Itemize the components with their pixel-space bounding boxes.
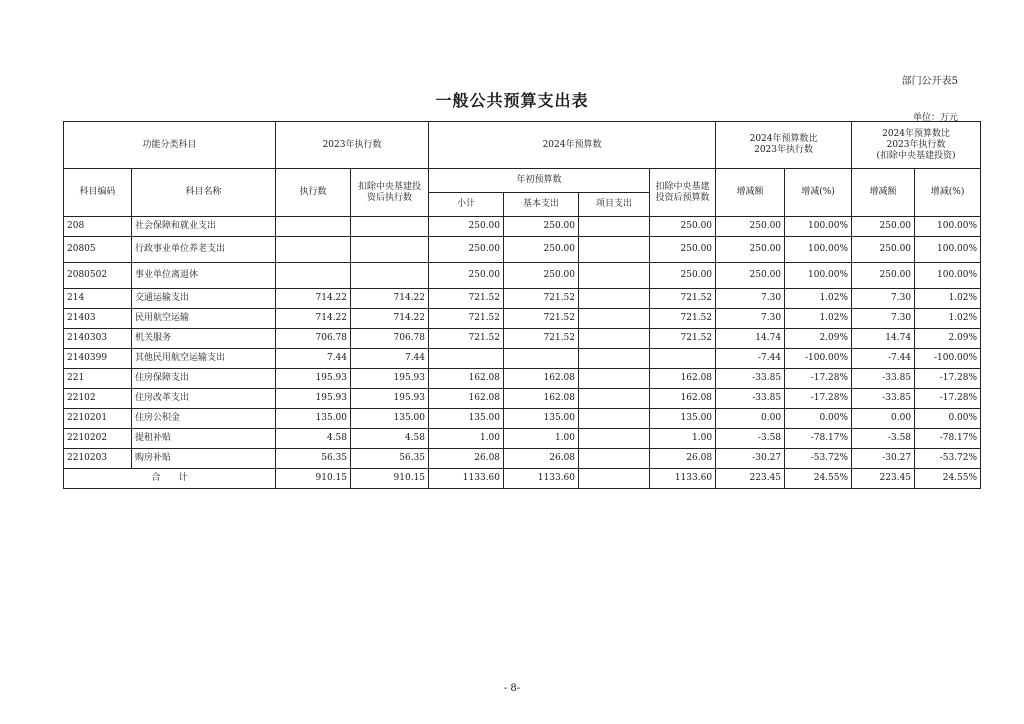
- header-code: 科目编码: [64, 169, 132, 217]
- cell-increase-amount-excl: 223.45: [852, 469, 915, 489]
- cell-increase-amount: 223.45: [716, 469, 785, 489]
- cell-increase-amount: -7.44: [716, 349, 785, 369]
- cell-increase-amount-excl: -33.85: [852, 369, 915, 389]
- cell-exec: 706.78: [276, 329, 351, 349]
- cell-exec: 714.22: [276, 309, 351, 329]
- cell-increase-amount-excl: 14.74: [852, 329, 915, 349]
- cell-subtotal: 162.08: [429, 389, 504, 409]
- cell-code: 2140303: [64, 329, 132, 349]
- total-row: [64, 469, 981, 489]
- cell-exec-excl: 7.44: [351, 349, 429, 369]
- cell-increase-amount-excl: -7.44: [852, 349, 915, 369]
- cell-exec: 195.93: [276, 389, 351, 409]
- cell-exec-excl: 714.22: [351, 289, 429, 309]
- cell-increase-percent-excl: 100.00%: [915, 217, 981, 237]
- cell-increase-percent-excl: 100.00%: [915, 237, 981, 263]
- cell-increase-amount: 250.00: [716, 217, 785, 237]
- table-row: [64, 263, 981, 289]
- cell-basic: 1.00: [504, 429, 579, 449]
- cell-increase-amount: -30.27: [716, 449, 785, 469]
- cell-budget-excl: 250.00: [650, 263, 716, 289]
- cell-increase-amount: 7.30: [716, 309, 785, 329]
- cell-basic: 721.52: [504, 329, 579, 349]
- cell-project: [579, 349, 650, 369]
- cell-increase-amount: 250.00: [716, 263, 785, 289]
- cell-budget-excl: 1133.60: [650, 469, 716, 489]
- cell-project: [579, 389, 650, 409]
- cell-basic: 1133.60: [504, 469, 579, 489]
- cell-exec-excl: 4.58: [351, 429, 429, 449]
- cell-project: [579, 409, 650, 429]
- cell-code: 2080502: [64, 263, 132, 289]
- cell-name: 提租补贴: [132, 429, 276, 449]
- cell-subtotal: 721.52: [429, 329, 504, 349]
- header-budget-excl: 扣除中央基建投资后预算数: [650, 169, 716, 217]
- cell-increase-percent-excl: -100.00%: [915, 349, 981, 369]
- cell-increase-amount-excl: 7.30: [852, 289, 915, 309]
- cell-increase-percent: 100.00%: [785, 217, 852, 237]
- cell-increase-percent: 1.02%: [785, 289, 852, 309]
- cell-increase-percent: -78.17%: [785, 429, 852, 449]
- header-compare-exec: 2024年预算数比 2023年执行数: [716, 122, 852, 169]
- header-project: 项目支出: [579, 193, 650, 217]
- cell-increase-percent-excl: -78.17%: [915, 429, 981, 449]
- cell-exec-excl: 135.00: [351, 409, 429, 429]
- cell-subtotal: 26.08: [429, 449, 504, 469]
- cell-increase-amount: -33.85: [716, 369, 785, 389]
- cell-exec-excl: 195.93: [351, 389, 429, 409]
- header-basic: 基本支出: [504, 193, 579, 217]
- cell-increase-amount: 0.00: [716, 409, 785, 429]
- cell-name: 交通运输支出: [132, 289, 276, 309]
- cell-budget-excl: 721.52: [650, 309, 716, 329]
- cell-code: 2210203: [64, 449, 132, 469]
- cell-increase-percent-excl: 1.02%: [915, 309, 981, 329]
- cell-subtotal: 162.08: [429, 369, 504, 389]
- cell-increase-percent-excl: 0.00%: [915, 409, 981, 429]
- header-exec-2023: 2023年执行数: [276, 122, 429, 169]
- table-row: [64, 289, 981, 309]
- cell-increase-percent-excl: -17.28%: [915, 389, 981, 409]
- cell-name: 其他民用航空运输支出: [132, 349, 276, 369]
- cell-basic: 162.08: [504, 389, 579, 409]
- header-increase-percent: 增减(%): [785, 169, 852, 217]
- cell-basic: 162.08: [504, 369, 579, 389]
- table-row: [64, 429, 981, 449]
- cell-code: 208: [64, 217, 132, 237]
- total-label: 合 计: [64, 469, 276, 489]
- cell-subtotal: 721.52: [429, 309, 504, 329]
- cell-exec: 7.44: [276, 349, 351, 369]
- cell-exec-excl: [351, 217, 429, 237]
- cell-project: [579, 217, 650, 237]
- cell-exec-excl: 910.15: [351, 469, 429, 489]
- cell-project: [579, 263, 650, 289]
- cell-budget-excl: 721.52: [650, 289, 716, 309]
- cell-project: [579, 369, 650, 389]
- cell-project: [579, 329, 650, 349]
- cell-increase-percent: -17.28%: [785, 389, 852, 409]
- cell-budget-excl: 135.00: [650, 409, 716, 429]
- cell-budget-excl: [650, 349, 716, 369]
- cell-increase-amount-excl: 0.00: [852, 409, 915, 429]
- cell-exec: 910.15: [276, 469, 351, 489]
- cell-increase-amount-excl: 250.00: [852, 217, 915, 237]
- cell-increase-amount-excl: -33.85: [852, 389, 915, 409]
- cell-exec: 714.22: [276, 289, 351, 309]
- cell-basic: 250.00: [504, 217, 579, 237]
- cell-exec-excl: 195.93: [351, 369, 429, 389]
- cell-increase-percent: -53.72%: [785, 449, 852, 469]
- header-increase-amount-excl: 增减额: [852, 169, 915, 217]
- table-row: [64, 237, 981, 263]
- header-initial-budget: 年初预算数: [429, 169, 650, 193]
- cell-increase-amount-excl: 250.00: [852, 237, 915, 263]
- cell-budget-excl: 250.00: [650, 237, 716, 263]
- cell-increase-amount: 250.00: [716, 237, 785, 263]
- cell-basic: 250.00: [504, 263, 579, 289]
- cell-increase-percent-excl: 1.02%: [915, 289, 981, 309]
- cell-project: [579, 429, 650, 449]
- cell-budget-excl: 26.08: [650, 449, 716, 469]
- header-budget-2024: 2024年预算数: [429, 122, 716, 169]
- cell-code: 21403: [64, 309, 132, 329]
- cell-subtotal: 721.52: [429, 289, 504, 309]
- header-exec: 执行数: [276, 169, 351, 217]
- cell-project: [579, 237, 650, 263]
- cell-exec-excl: 56.35: [351, 449, 429, 469]
- cell-project: [579, 289, 650, 309]
- cell-exec: 4.58: [276, 429, 351, 449]
- cell-exec: 195.93: [276, 369, 351, 389]
- cell-increase-percent-excl: -17.28%: [915, 369, 981, 389]
- cell-basic: 250.00: [504, 237, 579, 263]
- cell-subtotal: 250.00: [429, 217, 504, 237]
- cell-budget-excl: 162.08: [650, 389, 716, 409]
- table-row: [64, 217, 981, 237]
- header-increase-amount: 增减额: [716, 169, 785, 217]
- table-row: [64, 329, 981, 349]
- cell-basic: 135.00: [504, 409, 579, 429]
- table-row: [64, 309, 981, 329]
- cell-project: [579, 449, 650, 469]
- table-row: [64, 369, 981, 389]
- unit-label: 单位：万元: [912, 113, 958, 123]
- cell-increase-amount: 7.30: [716, 289, 785, 309]
- budget-table: [63, 121, 981, 489]
- cell-name: 购房补贴: [132, 449, 276, 469]
- cell-increase-amount: -3.58: [716, 429, 785, 449]
- table-row: [64, 349, 981, 369]
- cell-increase-percent-excl: 24.55%: [915, 469, 981, 489]
- cell-increase-percent: -17.28%: [785, 369, 852, 389]
- cell-subtotal: 1.00: [429, 429, 504, 449]
- cell-name: 住房改革支出: [132, 389, 276, 409]
- cell-subtotal: 1133.60: [429, 469, 504, 489]
- cell-code: 20805: [64, 237, 132, 263]
- cell-increase-percent-excl: -53.72%: [915, 449, 981, 469]
- cell-name: 事业单位离退休: [132, 263, 276, 289]
- cell-subtotal: 250.00: [429, 263, 504, 289]
- header-compare-excl: 2024年预算数比 2023年执行数 (扣除中央基建投资): [852, 122, 981, 169]
- cell-increase-amount: -33.85: [716, 389, 785, 409]
- cell-basic: 721.52: [504, 309, 579, 329]
- cell-exec-excl: [351, 263, 429, 289]
- cell-increase-percent: -100.00%: [785, 349, 852, 369]
- cell-name: 住房公积金: [132, 409, 276, 429]
- header-category: 功能分类科目: [64, 122, 276, 169]
- cell-basic: 26.08: [504, 449, 579, 469]
- cell-increase-percent: 2.09%: [785, 329, 852, 349]
- cell-exec: [276, 217, 351, 237]
- cell-increase-amount-excl: -3.58: [852, 429, 915, 449]
- cell-basic: [504, 349, 579, 369]
- page-number: - 8-: [503, 683, 521, 694]
- cell-name: 民用航空运输: [132, 309, 276, 329]
- cell-name: 机关服务: [132, 329, 276, 349]
- cell-code: 2210202: [64, 429, 132, 449]
- cell-budget-excl: 721.52: [650, 329, 716, 349]
- cell-code: 214: [64, 289, 132, 309]
- table-row: [64, 449, 981, 469]
- cell-budget-excl: 250.00: [650, 217, 716, 237]
- cell-increase-percent: 100.00%: [785, 237, 852, 263]
- cell-budget-excl: 1.00: [650, 429, 716, 449]
- cell-project: [579, 469, 650, 489]
- cell-exec: [276, 263, 351, 289]
- table-row: [64, 389, 981, 409]
- cell-exec-excl: [351, 237, 429, 263]
- cell-increase-percent: 24.55%: [785, 469, 852, 489]
- cell-subtotal: [429, 349, 504, 369]
- header-exec-excl: 扣除中央基建投资后执行数: [351, 169, 429, 217]
- cell-increase-percent: 100.00%: [785, 263, 852, 289]
- cell-budget-excl: 162.08: [650, 369, 716, 389]
- cell-code: 22102: [64, 389, 132, 409]
- cell-exec: [276, 237, 351, 263]
- header-increase-percent-excl: 增减(%): [915, 169, 981, 217]
- cell-exec: 135.00: [276, 409, 351, 429]
- cell-code: 2210201: [64, 409, 132, 429]
- cell-increase-percent-excl: 2.09%: [915, 329, 981, 349]
- cell-increase-amount-excl: 250.00: [852, 263, 915, 289]
- cell-exec-excl: 706.78: [351, 329, 429, 349]
- cell-basic: 721.52: [504, 289, 579, 309]
- cell-exec-excl: 714.22: [351, 309, 429, 329]
- cell-increase-percent-excl: 100.00%: [915, 263, 981, 289]
- sheet-label: 部门公开表5: [901, 76, 958, 87]
- header-subtotal: 小计: [429, 193, 504, 217]
- cell-code: 2140399: [64, 349, 132, 369]
- cell-name: 住房保障支出: [132, 369, 276, 389]
- cell-subtotal: 135.00: [429, 409, 504, 429]
- cell-subtotal: 250.00: [429, 237, 504, 263]
- cell-name: 行政事业单位养老支出: [132, 237, 276, 263]
- cell-increase-percent: 1.02%: [785, 309, 852, 329]
- cell-increase-amount-excl: -30.27: [852, 449, 915, 469]
- cell-code: 221: [64, 369, 132, 389]
- cell-increase-percent: 0.00%: [785, 409, 852, 429]
- page-title: 一般公共预算支出表: [435, 91, 589, 110]
- cell-project: [579, 309, 650, 329]
- header-name: 科目名称: [132, 169, 276, 217]
- table-row: [64, 409, 981, 429]
- cell-name: 社会保障和就业支出: [132, 217, 276, 237]
- cell-exec: 56.35: [276, 449, 351, 469]
- cell-increase-amount: 14.74: [716, 329, 785, 349]
- cell-increase-amount-excl: 7.30: [852, 309, 915, 329]
